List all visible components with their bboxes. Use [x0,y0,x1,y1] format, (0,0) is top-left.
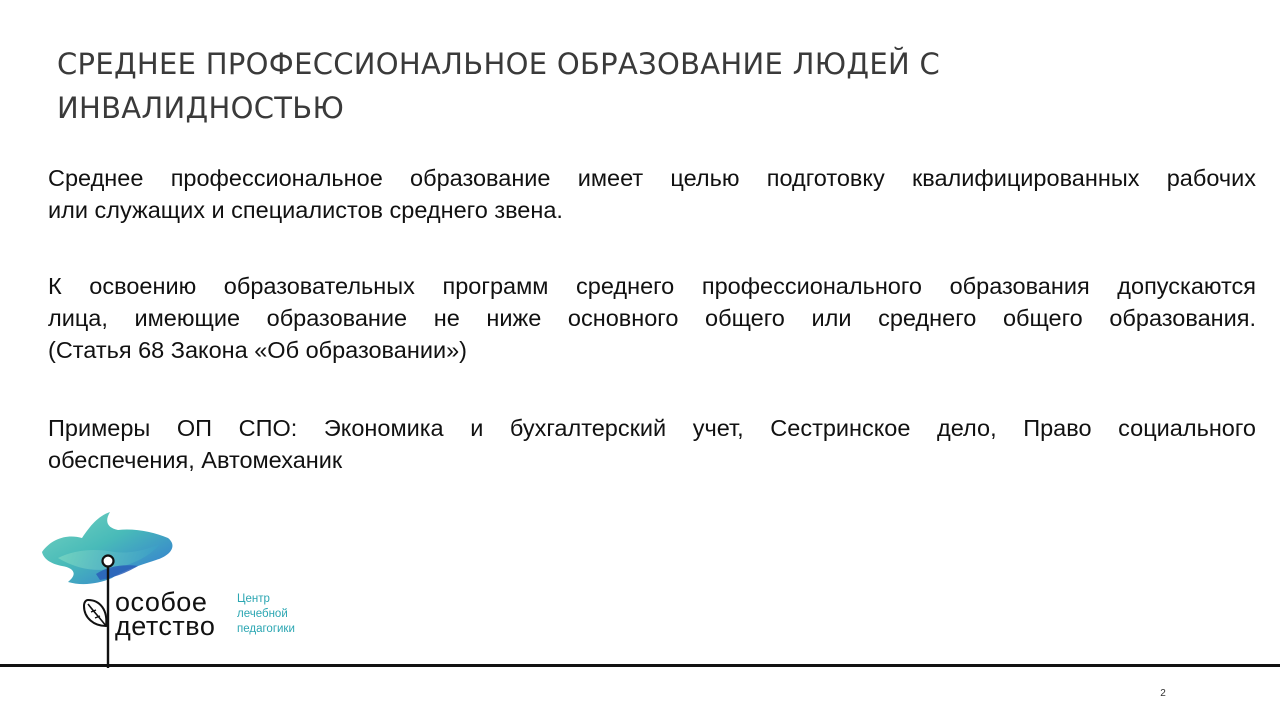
paragraph-goal [48,162,1256,226]
logo-subtitle-line-1: Центр [237,593,270,605]
paragraph-line: Среднее профессиональное образование имеет целью подготовку квалифицированных рабочих [48,165,1256,191]
paragraph-line: К освоению образовательных программ среднего профессионального образования допускаются [48,273,1256,299]
paragraph-admission [48,270,1256,366]
page-number: 2 [1160,688,1166,699]
paragraph-line: обеспечения, Автомеханик [48,447,343,473]
paragraph-examples [48,412,1256,476]
slide-title-line-2: ИНВАЛИДНОСТЬЮ [57,91,345,125]
slide-title [57,42,1057,130]
logo-subtitle-line-2: лечебной [237,608,288,620]
slide-title-line-1: СРЕДНЕЕ ПРОФЕССИОНАЛЬНОЕ ОБРАЗОВАНИЕ ЛЮДЕЙ С [57,47,941,81]
paragraph-line: или служащих и специалистов среднего звена. [48,197,563,223]
paragraph-line: Примеры ОП СПО: Экономика и бухгалтерский учет, Сестринское дело, Право социального [48,415,1256,441]
logo-subtitle-line-3: педагогики [237,623,295,635]
paragraph-line: лица, имеющие образование не ниже основного общего или среднего общего образования. [48,305,1256,331]
logo-wordmark-line-2: детство [115,611,216,641]
footer-divider [0,664,1280,667]
logo-wordmark-line-1: особое [115,587,208,617]
leaf-icon [84,600,106,626]
paragraph-line: (Статья 68 Закона «Об образовании») [48,337,467,363]
